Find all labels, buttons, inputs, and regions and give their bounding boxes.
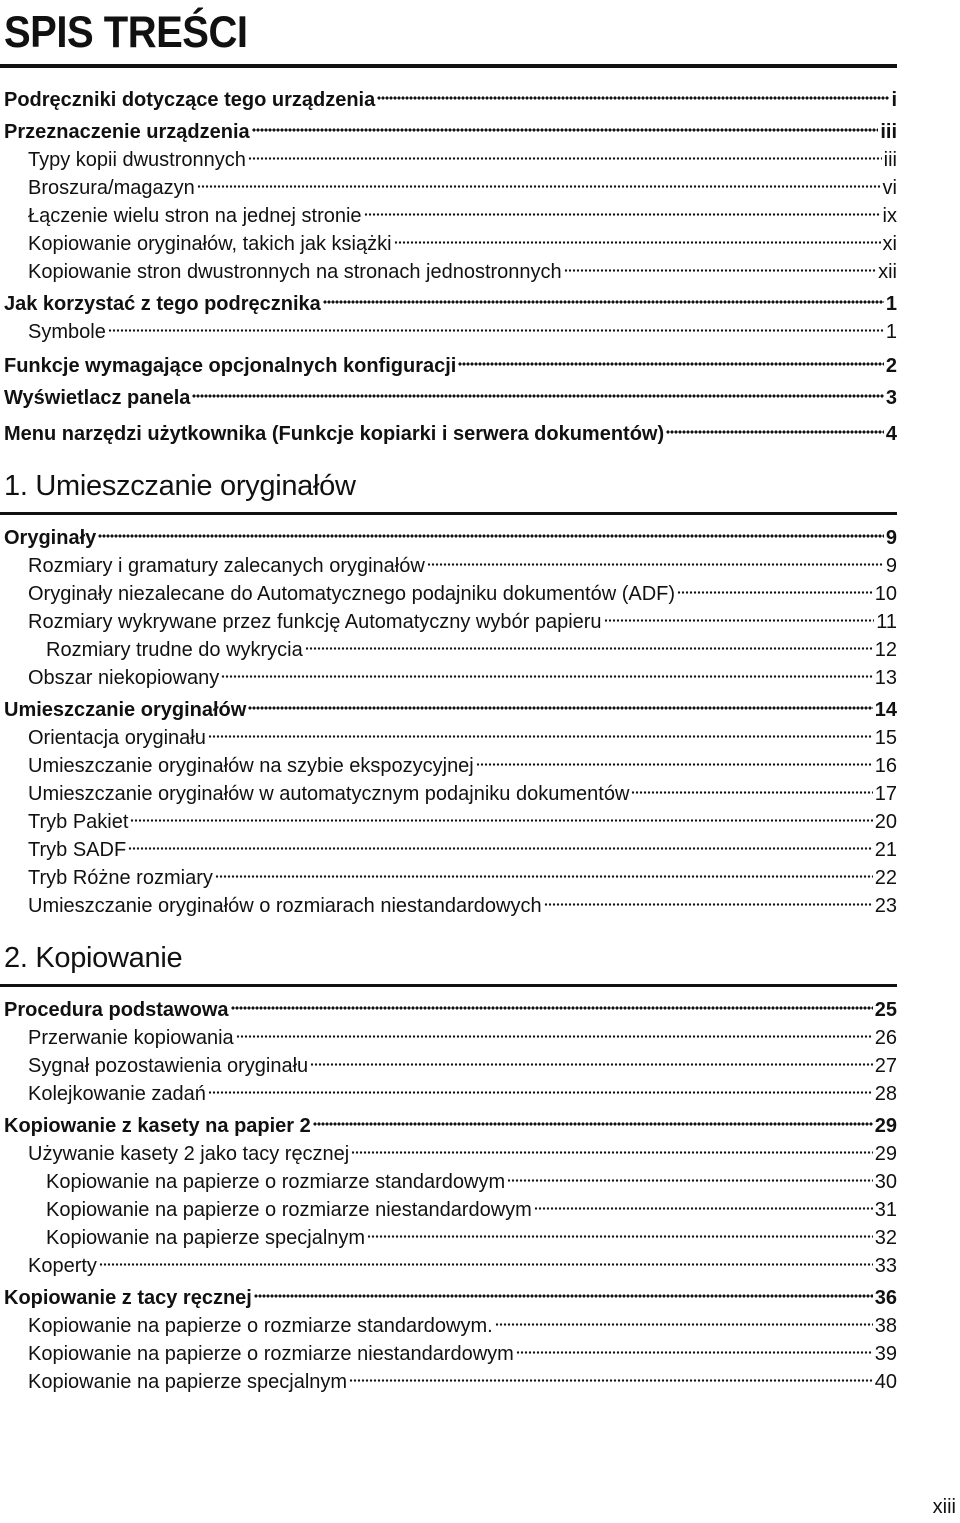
dot-leader	[208, 1091, 873, 1094]
toc-entry-page: 9	[885, 527, 897, 549]
toc-entry-label: Menu narzędzi użytkownika (Funkcje kopiarki i serwera dokumentów)	[4, 423, 665, 445]
page-number: xiii	[932, 1496, 956, 1518]
toc-entry[interactable]	[4, 384, 897, 412]
toc-entry[interactable]	[4, 524, 897, 552]
toc-entry[interactable]	[28, 1312, 897, 1340]
toc-entry-label: Kopiowanie z tacy ręcznej	[4, 1287, 252, 1309]
toc-entry[interactable]	[28, 1368, 897, 1396]
toc-entry-page: 3	[885, 387, 897, 409]
toc-entry[interactable]	[28, 780, 897, 808]
toc-entry[interactable]	[46, 636, 897, 664]
toc-entry-label: Rozmiary wykrywane przez funkcję Automatyczny wybór papieru	[28, 611, 602, 633]
toc-entry-page: 29	[874, 1115, 897, 1137]
toc-entry[interactable]	[28, 836, 897, 864]
toc-entry[interactable]	[28, 318, 897, 346]
toc-entry-page: xi	[882, 233, 897, 255]
toc-entry[interactable]	[28, 146, 897, 174]
dot-leader	[394, 241, 881, 244]
dot-leader	[215, 875, 873, 878]
toc-entry-page: i	[891, 89, 897, 111]
toc-entry-page: 40	[874, 1371, 897, 1393]
toc-entry[interactable]	[28, 202, 897, 230]
toc-entry-page: 12	[874, 639, 897, 661]
toc-entry-page: 38	[874, 1315, 897, 1337]
chapter-heading: 1. Umieszczanie oryginałów	[4, 470, 356, 502]
toc-entry[interactable]	[28, 580, 897, 608]
dot-leader	[351, 1151, 873, 1154]
toc-entry-page: 2	[885, 355, 897, 377]
toc-entry-label: Procedura podstawowa	[4, 999, 229, 1021]
toc-entry-page: vi	[882, 177, 897, 199]
toc-entry-label: Rozmiary i gramatury zalecanych oryginałów	[28, 555, 425, 577]
toc-entry-label: Jak korzystać z tego podręcznika	[4, 293, 321, 315]
toc-entry-label: Przeznaczenie urządzenia	[4, 121, 250, 143]
dot-leader	[310, 1063, 873, 1066]
dot-leader	[208, 735, 873, 738]
toc-entry[interactable]	[4, 1112, 897, 1140]
toc-entry-label: Podręczniki dotyczące tego urządzenia	[4, 89, 376, 111]
toc-entry[interactable]	[28, 1340, 897, 1368]
dot-leader	[236, 1035, 873, 1038]
dot-leader	[367, 1235, 873, 1238]
dot-leader	[604, 619, 875, 622]
toc-entry[interactable]	[28, 608, 897, 636]
toc-entry-label: Umieszczanie oryginałów o rozmiarach niestandardowych	[28, 895, 542, 917]
toc-entry-page: 32	[874, 1227, 897, 1249]
dot-leader	[108, 329, 884, 332]
toc-entry[interactable]	[28, 230, 897, 258]
toc-entry-page: 39	[874, 1343, 897, 1365]
page-title: SPIS TREŚCI	[4, 8, 248, 58]
toc-entry[interactable]	[4, 696, 897, 724]
dot-leader	[254, 1294, 873, 1298]
toc-entry[interactable]	[28, 1252, 897, 1280]
toc-entry-page: 23	[874, 895, 897, 917]
toc-entry-page: 15	[874, 727, 897, 749]
toc-entry[interactable]	[28, 552, 897, 580]
dot-leader	[364, 213, 881, 216]
toc-entry-label: Tryb SADF	[28, 839, 127, 861]
toc-entry[interactable]	[4, 420, 897, 448]
toc-entry-label: Tryb Pakiet	[28, 811, 129, 833]
toc-entry[interactable]	[28, 664, 897, 692]
toc-entry[interactable]	[46, 1196, 897, 1224]
dot-leader	[221, 675, 873, 678]
toc-entry[interactable]	[4, 290, 897, 318]
toc-entry[interactable]	[28, 174, 897, 202]
chapter-heading: 2. Kopiowanie	[4, 942, 183, 974]
toc-entry[interactable]	[46, 1224, 897, 1252]
dot-leader	[495, 1323, 873, 1326]
toc-entry-page: 16	[874, 755, 897, 777]
toc-entry[interactable]	[4, 118, 897, 146]
toc-entry-label: Łączenie wielu stron na jednej stronie	[28, 205, 362, 227]
toc-entry-page: 21	[874, 839, 897, 861]
toc-entry-label: Kopiowanie z kasety na papier 2	[4, 1115, 311, 1137]
toc-entry[interactable]	[4, 352, 897, 380]
dot-leader	[677, 591, 873, 594]
dot-leader	[458, 362, 884, 366]
toc-entry-label: Umieszczanie oryginałów	[4, 699, 247, 721]
toc-entry-label: Kopiowanie oryginałów, takich jak książki	[28, 233, 392, 255]
toc-entry[interactable]	[28, 724, 897, 752]
toc-entry-label: Koperty	[28, 1255, 97, 1277]
title-rule	[0, 64, 897, 68]
toc-entry-label: Obszar niekopiowany	[28, 667, 220, 689]
toc-entry-label: Umieszczanie oryginałów w automatycznym podajniku dokumentów	[28, 783, 630, 805]
dot-leader	[231, 1006, 873, 1010]
toc-entry-page: 27	[874, 1055, 897, 1077]
toc-entry-page: 4	[885, 423, 897, 445]
toc-entry-label: Kopiowanie na papierze o rozmiarze niestandardowym	[46, 1199, 532, 1221]
toc-entry-page: 30	[874, 1171, 897, 1193]
toc-entry-label: Kopiowanie na papierze o rozmiarze standardowym	[46, 1171, 506, 1193]
dot-leader	[534, 1207, 873, 1210]
toc-entry-label: Funkcje wymagające opcjonalnych konfiguracji	[4, 355, 457, 377]
toc-entry-page: 17	[874, 783, 897, 805]
toc-entry[interactable]	[46, 1168, 897, 1196]
toc-entry-page: 33	[874, 1255, 897, 1277]
toc-entry-label: Kopiowanie stron dwustronnych na stronach jednostronnych	[28, 261, 562, 283]
toc-entry[interactable]	[28, 892, 897, 920]
toc-entry[interactable]	[4, 1284, 897, 1312]
toc-entry-label: Oryginały	[4, 527, 97, 549]
toc-entry-page: ix	[882, 205, 897, 227]
toc-entry-label: Umieszczanie oryginałów na szybie ekspozycyjnej	[28, 755, 474, 777]
toc-entry[interactable]	[28, 258, 897, 286]
dot-leader	[98, 534, 884, 538]
toc-entry-page: 25	[874, 999, 897, 1021]
dot-leader	[377, 96, 889, 100]
toc-entry-page: 29	[874, 1143, 897, 1165]
dot-leader	[252, 128, 879, 132]
dot-leader	[128, 847, 873, 850]
toc-entry[interactable]	[28, 808, 897, 836]
dot-leader	[130, 819, 872, 822]
toc-entry-page: 10	[874, 583, 897, 605]
toc-entry[interactable]	[28, 1140, 897, 1168]
toc-entry-label: Kopiowanie na papierze specjalnym	[46, 1227, 366, 1249]
chapter-rule	[0, 512, 897, 515]
toc-entry-page: 13	[874, 667, 897, 689]
toc-entry-page: 11	[876, 611, 897, 633]
toc-entry-page: 20	[874, 811, 897, 833]
dot-leader	[323, 300, 884, 304]
dot-leader	[305, 647, 873, 650]
toc-entry-page: 9	[885, 555, 897, 577]
toc-entry-page: 31	[874, 1199, 897, 1221]
dot-leader	[631, 791, 872, 794]
toc-entry[interactable]	[4, 86, 897, 114]
toc-entry[interactable]	[28, 1080, 897, 1108]
dot-leader	[427, 563, 884, 566]
toc-entry-page: 1	[885, 321, 897, 343]
dot-leader	[544, 903, 873, 906]
dot-leader	[313, 1122, 873, 1126]
toc-entry-label: Kopiowanie na papierze specjalnym	[28, 1371, 348, 1393]
dot-leader	[507, 1179, 873, 1182]
toc-entry-page: xii	[878, 261, 897, 283]
toc-entry-label: Broszura/magazyn	[28, 177, 195, 199]
toc-entry-label: Tryb Różne rozmiary	[28, 867, 213, 889]
dot-leader	[248, 706, 872, 710]
toc-entry-page: 36	[874, 1287, 897, 1309]
toc-entry-label: Sygnał pozostawienia oryginału	[28, 1055, 309, 1077]
toc-entry-label: Kolejkowanie zadań	[28, 1083, 206, 1105]
toc-entry-label: Używanie kasety 2 jako tacy ręcznej	[28, 1143, 350, 1165]
chapter-rule	[0, 984, 897, 987]
toc-entry-page: 14	[874, 699, 897, 721]
toc-entry[interactable]	[28, 1024, 897, 1052]
toc-entry-label: Symbole	[28, 321, 106, 343]
toc-entry-label: Rozmiary trudne do wykrycia	[46, 639, 303, 661]
dot-leader	[516, 1351, 873, 1354]
toc-entry-page: iii	[880, 121, 897, 143]
toc-entry-label: Orientacja oryginału	[28, 727, 206, 749]
dot-leader	[476, 763, 873, 766]
toc-entry-label: Oryginały niezalecane do Automatycznego podajniku dokumentów (ADF)	[28, 583, 676, 605]
dot-leader	[197, 185, 881, 188]
dot-leader	[349, 1379, 873, 1382]
toc-entry-page: 1	[885, 293, 897, 315]
dot-leader	[99, 1263, 873, 1266]
toc-entry[interactable]	[28, 1052, 897, 1080]
toc-entry-page: 26	[874, 1027, 897, 1049]
toc-entry-label: Wyświetlacz panela	[4, 387, 191, 409]
toc-entry-label: Typy kopii dwustronnych	[28, 149, 246, 171]
dot-leader	[564, 269, 876, 272]
dot-leader	[666, 430, 884, 434]
toc-entry[interactable]	[28, 752, 897, 780]
toc-entry-label: Kopiowanie na papierze o rozmiarze niestandardowym	[28, 1343, 514, 1365]
toc-entry-page: 28	[874, 1083, 897, 1105]
toc-entry-page: 22	[874, 867, 897, 889]
toc-entry-page: iii	[883, 149, 897, 171]
toc-entry-label: Kopiowanie na papierze o rozmiarze standardowym.	[28, 1315, 493, 1337]
toc-entry[interactable]	[28, 864, 897, 892]
dot-leader	[192, 394, 883, 398]
toc-entry-label: Przerwanie kopiowania	[28, 1027, 234, 1049]
toc-entry[interactable]	[4, 996, 897, 1024]
dot-leader	[248, 157, 882, 160]
